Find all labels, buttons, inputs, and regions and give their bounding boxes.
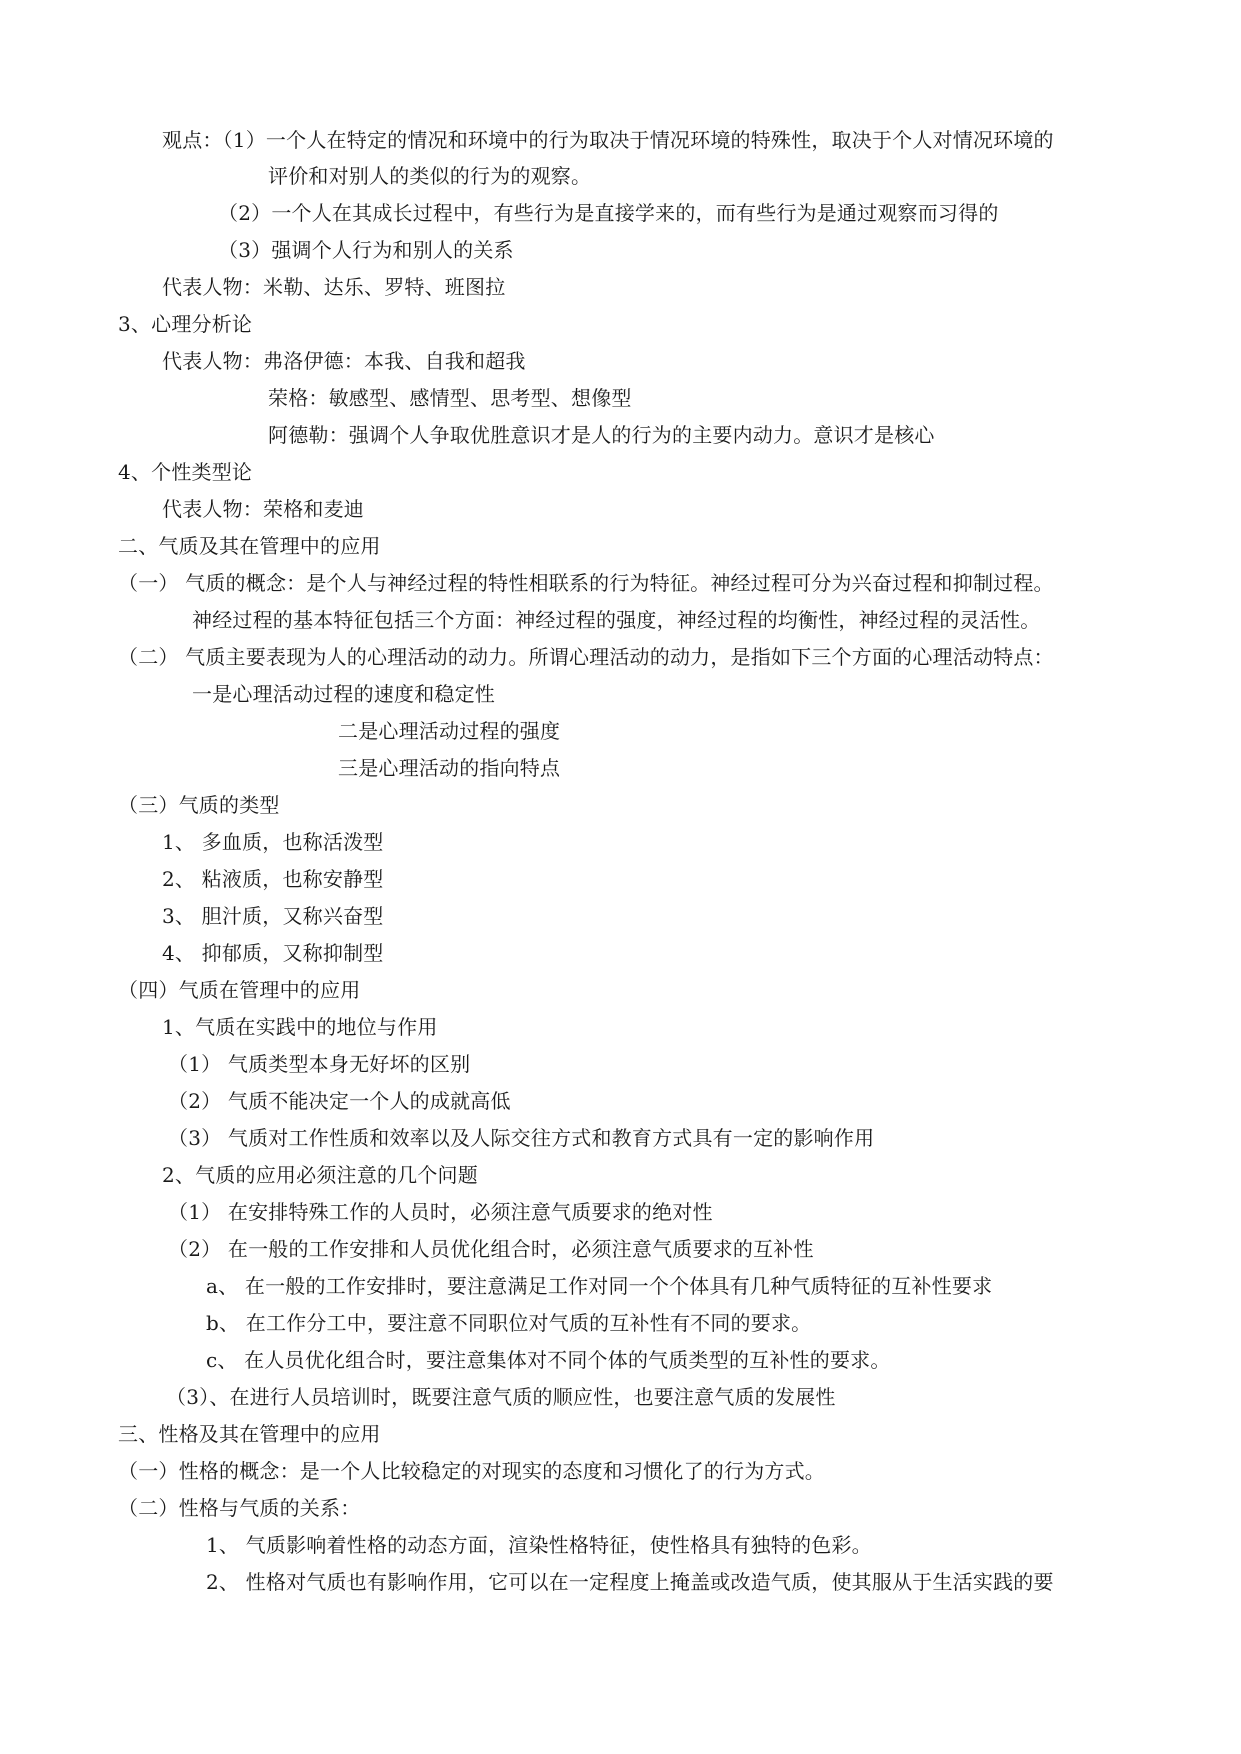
section-heading: 二、气质及其在管理中的应用	[118, 534, 381, 558]
text-line: 荣格：敏感型、感情型、思考型、想像型	[268, 386, 632, 410]
text-line: 代表人物：荣格和麦迪	[162, 497, 364, 521]
text-line: 观点：（1）一个人在特定的情况和环境中的行为取决于情况环境的特殊性，取决于个人对情况环境的	[162, 128, 1054, 152]
text-line: 一是心理活动过程的速度和稳定性	[192, 682, 495, 706]
text-line: 代表人物：米勒、达乐、罗特、班图拉	[162, 275, 506, 299]
list-item: b、 在工作分工中，要注意不同职位对气质的互补性有不同的要求。	[206, 1311, 812, 1335]
text-line: （二） 气质主要表现为人的心理活动的动力。所谓心理活动的动力，是指如下三个方面的心理活动特点：	[118, 645, 1054, 669]
text-line: （3）强调个人行为和别人的关系	[218, 238, 514, 262]
text-line: 神经过程的基本特征包括三个方面：神经过程的强度，神经过程的均衡性，神经过程的灵活性。	[192, 608, 1041, 632]
list-item: 3、 胆汁质，又称兴奋型	[162, 904, 384, 928]
text-line: 代表人物：弗洛伊德：本我、自我和超我	[162, 349, 526, 373]
list-item: 1、 气质影响着性格的动态方面，渲染性格特征，使性格具有独特的色彩。	[206, 1533, 872, 1557]
list-item: c、 在人员优化组合时，要注意集体对不同个体的气质类型的互补性的要求。	[206, 1348, 891, 1372]
text-line: （一）性格的概念：是一个人比较稳定的对现实的态度和习惯化了的行为方式。	[118, 1459, 825, 1483]
section-heading: 三、性格及其在管理中的应用	[118, 1422, 381, 1446]
list-item: （2） 气质不能决定一个人的成就高低	[168, 1089, 511, 1113]
subsection-heading: 2、气质的应用必须注意的几个问题	[162, 1163, 478, 1187]
list-item: 2、 粘液质，也称安静型	[162, 867, 384, 891]
list-item: 1、 多血质，也称活泼型	[162, 830, 384, 854]
list-item: 2、 性格对气质也有影响作用，它可以在一定程度上掩盖或改造气质，使其服从于生活实践的要	[206, 1570, 1054, 1594]
subsection-heading: 1、气质在实践中的地位与作用	[162, 1015, 438, 1039]
text-line: 二是心理活动过程的强度	[338, 719, 561, 743]
section-heading: 4、个性类型论	[118, 460, 253, 484]
text-line: （二）性格与气质的关系：	[118, 1496, 361, 1520]
list-item: （1） 在安排特殊工作的人员时，必须注意气质要求的绝对性	[168, 1200, 713, 1224]
text-line: 评价和对别人的类似的行为的观察。	[268, 164, 592, 188]
list-item: a、 在一般的工作安排时，要注意满足工作对同一个个体具有几种气质特征的互补性要求	[206, 1274, 993, 1298]
text-line: （一） 气质的概念：是个人与神经过程的特性相联系的行为特征。神经过程可分为兴奋过程和抑制过程。	[118, 571, 1054, 595]
section-heading: 3、心理分析论	[118, 312, 253, 336]
list-item: （3） 气质对工作性质和效率以及人际交往方式和教育方式具有一定的影响作用	[168, 1126, 875, 1150]
list-item: （3）、在进行人员培训时，既要注意气质的顺应性，也要注意气质的发展性	[166, 1385, 836, 1409]
list-item: （2） 在一般的工作安排和人员优化组合时，必须注意气质要求的互补性	[168, 1237, 814, 1261]
text-line: 阿德勒：强调个人争取优胜意识才是人的行为的主要内动力。意识才是核心	[268, 423, 935, 447]
section-heading: （四）气质在管理中的应用	[118, 978, 361, 1002]
text-line: （2）一个人在其成长过程中，有些行为是直接学来的，而有些行为是通过观察而习得的	[218, 201, 999, 225]
text-line: 三是心理活动的指向特点	[338, 756, 561, 780]
list-item: 4、 抑郁质，又称抑制型	[162, 941, 384, 965]
list-item: （1） 气质类型本身无好坏的区别	[168, 1052, 471, 1076]
section-heading: （三）气质的类型	[118, 793, 280, 817]
